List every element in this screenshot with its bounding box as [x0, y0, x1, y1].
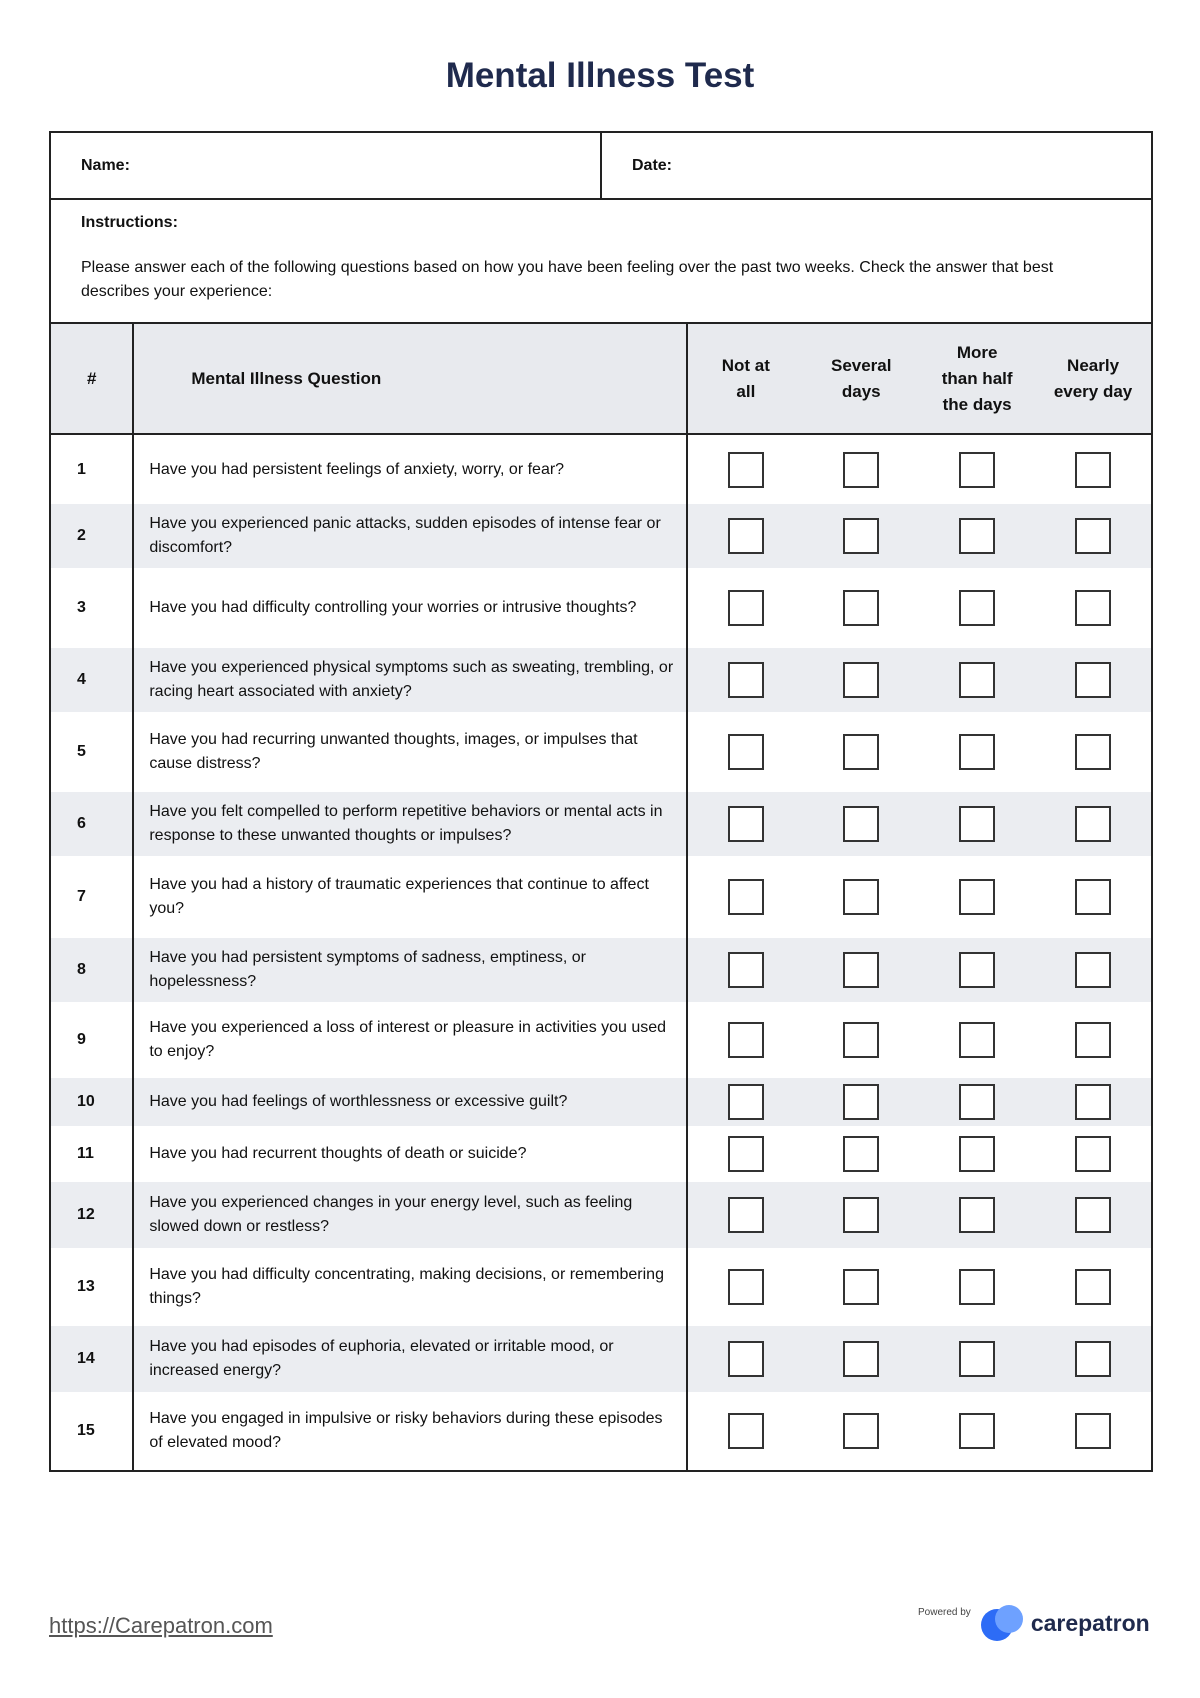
answer-checkbox[interactable]: [959, 1269, 995, 1305]
option-cell: [919, 434, 1035, 504]
table-body: [51, 434, 1151, 1470]
table-row: [51, 1126, 1151, 1182]
brand-name: carepatron: [1030, 1609, 1150, 1636]
question-text: Have you had persistent feelings of anxiety, worry, or fear?: [133, 434, 687, 504]
option-cell: [919, 1126, 1035, 1182]
answer-checkbox[interactable]: [843, 1413, 879, 1449]
option-cell: [919, 504, 1035, 568]
answer-checkbox[interactable]: [1075, 1413, 1111, 1449]
answer-checkbox[interactable]: [1075, 1269, 1111, 1305]
question-header: Mental Illness Question: [133, 324, 687, 434]
option-cell: [1035, 648, 1151, 712]
answer-checkbox[interactable]: [959, 1341, 995, 1377]
option-cell: [803, 1248, 919, 1326]
answer-checkbox[interactable]: [728, 734, 764, 770]
question-number: 11: [51, 1126, 133, 1182]
answer-checkbox[interactable]: [728, 1084, 764, 1120]
answer-checkbox[interactable]: [843, 1084, 879, 1120]
option-header-line: Not at: [721, 355, 770, 375]
option-cell: [687, 434, 803, 504]
instructions-text: Please answer each of the following questions based on how you have been feeling over the past two weeks. Check the answer that best describes your experience:: [81, 259, 1054, 300]
option-header: [687, 324, 803, 434]
answer-checkbox[interactable]: [843, 1022, 879, 1058]
answer-checkbox[interactable]: [843, 1136, 879, 1172]
option-cell: [687, 568, 803, 648]
instructions-heading: Instructions:: [81, 214, 178, 231]
option-cell: [803, 568, 919, 648]
option-cell: [687, 1002, 803, 1078]
table-row: [51, 1392, 1151, 1470]
answer-checkbox[interactable]: [843, 879, 879, 915]
answer-checkbox[interactable]: [1075, 452, 1111, 488]
option-cell: [919, 1248, 1035, 1326]
answer-checkbox[interactable]: [959, 1136, 995, 1172]
question-number: 8: [51, 938, 133, 1002]
question-text: Have you had recurring unwanted thoughts, images, or impulses that cause distress?: [133, 712, 687, 792]
option-cell: [803, 1126, 919, 1182]
answer-checkbox[interactable]: [728, 518, 764, 554]
answer-checkbox[interactable]: [959, 518, 995, 554]
question-text: Have you had a history of traumatic experiences that continue to affect you?: [133, 856, 687, 938]
option-header-line: than half: [941, 368, 1013, 388]
question-text: Have you had persistent symptoms of sadness, emptiness, or hopelessness?: [133, 938, 687, 1002]
option-cell: [1035, 504, 1151, 568]
option-header-line: More: [956, 342, 998, 362]
answer-checkbox[interactable]: [959, 1413, 995, 1449]
table-header-row: [51, 324, 1151, 434]
option-cell: [1035, 1078, 1151, 1126]
answer-checkbox[interactable]: [959, 952, 995, 988]
question-number: 13: [51, 1248, 133, 1326]
question-number: 4: [51, 648, 133, 712]
question-text: Have you had recurrent thoughts of death or suicide?: [133, 1126, 687, 1182]
name-label: Name:: [81, 156, 130, 174]
option-cell: [687, 938, 803, 1002]
page-title: Mental Illness Test: [445, 56, 755, 95]
answer-checkbox[interactable]: [843, 1341, 879, 1377]
answer-checkbox[interactable]: [959, 879, 995, 915]
option-cell: [1035, 1002, 1151, 1078]
question-number: 9: [51, 1002, 133, 1078]
answer-checkbox[interactable]: [843, 952, 879, 988]
answer-checkbox[interactable]: [1075, 879, 1111, 915]
answer-checkbox[interactable]: [843, 518, 879, 554]
table-row: [51, 938, 1151, 1002]
table-row: [51, 1326, 1151, 1392]
option-cell: [803, 1078, 919, 1126]
answer-checkbox[interactable]: [1075, 952, 1111, 988]
answer-checkbox[interactable]: [959, 1197, 995, 1233]
question-number: 7: [51, 856, 133, 938]
option-cell: [919, 938, 1035, 1002]
option-cell: [919, 648, 1035, 712]
answer-checkbox[interactable]: [843, 1197, 879, 1233]
option-cell: [1035, 568, 1151, 648]
answer-checkbox[interactable]: [1075, 590, 1111, 626]
question-text: Have you had difficulty concentrating, making decisions, or remembering things?: [133, 1248, 687, 1326]
question-text: Have you experienced changes in your energy level, such as feeling slowed down or restless?: [133, 1182, 687, 1248]
powered-by-label: Powered by: [918, 1607, 971, 1618]
option-cell: [919, 712, 1035, 792]
option-cell: [803, 504, 919, 568]
option-cell: [919, 568, 1035, 648]
assessment-form: [49, 131, 1153, 1472]
option-cell: [919, 1078, 1035, 1126]
answer-checkbox[interactable]: [1075, 1341, 1111, 1377]
date-label: Date:: [632, 156, 673, 174]
question-text: Have you had feelings of worthlessness or excessive guilt?: [133, 1078, 687, 1126]
option-cell: [1035, 1392, 1151, 1470]
option-header-line: Several: [830, 355, 892, 375]
option-cell: [1035, 434, 1151, 504]
answer-checkbox[interactable]: [959, 1084, 995, 1120]
instructions-section: [51, 200, 1151, 324]
question-table: [51, 324, 1151, 1470]
answer-checkbox[interactable]: [959, 452, 995, 488]
table-row: [51, 792, 1151, 856]
option-cell: [687, 856, 803, 938]
question-text: Have you experienced physical symptoms such as sweating, trembling, or racing heart associated with anxiety?: [133, 648, 687, 712]
answer-checkbox[interactable]: [959, 590, 995, 626]
option-cell: [1035, 938, 1151, 1002]
option-cell: [1035, 712, 1151, 792]
answer-checkbox[interactable]: [843, 590, 879, 626]
question-number: 5: [51, 712, 133, 792]
answer-checkbox[interactable]: [843, 1269, 879, 1305]
question-number: 1: [51, 434, 133, 504]
option-cell: [919, 1002, 1035, 1078]
answer-checkbox[interactable]: [728, 1341, 764, 1377]
table-row: [51, 712, 1151, 792]
question-text: Have you had difficulty controlling your worries or intrusive thoughts?: [133, 568, 687, 648]
answer-checkbox[interactable]: [959, 662, 995, 698]
answer-checkbox[interactable]: [728, 879, 764, 915]
answer-checkbox[interactable]: [1075, 1136, 1111, 1172]
option-cell: [1035, 792, 1151, 856]
question-number: 14: [51, 1326, 133, 1392]
option-cell: [803, 938, 919, 1002]
question-number: 6: [51, 792, 133, 856]
option-cell: [1035, 1248, 1151, 1326]
answer-checkbox[interactable]: [1075, 518, 1111, 554]
option-cell: [803, 856, 919, 938]
option-cell: [687, 1126, 803, 1182]
answer-checkbox[interactable]: [843, 734, 879, 770]
answer-checkbox[interactable]: [959, 1022, 995, 1058]
answer-checkbox[interactable]: [728, 590, 764, 626]
table-row: [51, 568, 1151, 648]
option-cell: [687, 1392, 803, 1470]
answer-checkbox[interactable]: [1075, 734, 1111, 770]
option-cell: [803, 1326, 919, 1392]
question-number: 12: [51, 1182, 133, 1248]
option-cell: [919, 1392, 1035, 1470]
option-header-line: the days: [942, 394, 1012, 414]
option-cell: [687, 712, 803, 792]
number-header: #: [51, 324, 133, 434]
answer-checkbox[interactable]: [728, 1022, 764, 1058]
table-row: [51, 1078, 1151, 1126]
answer-checkbox[interactable]: [1075, 662, 1111, 698]
answer-checkbox[interactable]: [843, 662, 879, 698]
question-text: Have you had episodes of euphoria, elevated or irritable mood, or increased energy?: [133, 1326, 687, 1392]
option-cell: [919, 1182, 1035, 1248]
question-text: Have you experienced panic attacks, sudden episodes of intense fear or discomfort?: [133, 504, 687, 568]
option-cell: [687, 1182, 803, 1248]
question-text: Have you experienced a loss of interest or pleasure in activities you used to enjoy?: [133, 1002, 687, 1078]
question-text: Have you felt compelled to perform repetitive behaviors or mental acts in response to these unwanted thoughts or impulses?: [133, 792, 687, 856]
option-header-line: every day: [1053, 381, 1133, 401]
table-row: [51, 1002, 1151, 1078]
answer-checkbox[interactable]: [959, 806, 995, 842]
table-row: [51, 1182, 1151, 1248]
answer-checkbox[interactable]: [1075, 1197, 1111, 1233]
answer-checkbox[interactable]: [728, 452, 764, 488]
info-row: [51, 133, 1151, 200]
answer-checkbox[interactable]: [843, 806, 879, 842]
option-cell: [803, 792, 919, 856]
option-cell: [919, 1326, 1035, 1392]
answer-checkbox[interactable]: [1075, 806, 1111, 842]
option-cell: [919, 856, 1035, 938]
option-cell: [1035, 1126, 1151, 1182]
option-cell: [803, 434, 919, 504]
option-cell: [803, 648, 919, 712]
question-number: 10: [51, 1078, 133, 1126]
name-field[interactable]: [51, 133, 600, 198]
option-cell: [803, 1182, 919, 1248]
table-row: [51, 856, 1151, 938]
option-cell: [1035, 1182, 1151, 1248]
answer-checkbox[interactable]: [959, 734, 995, 770]
table-row: [51, 504, 1151, 568]
option-cell: [803, 1392, 919, 1470]
brand-logo: [918, 1603, 1150, 1643]
option-cell: [687, 1326, 803, 1392]
question-number: 2: [51, 504, 133, 568]
question-number: 3: [51, 568, 133, 648]
option-cell: [687, 648, 803, 712]
answer-checkbox[interactable]: [728, 1197, 764, 1233]
option-cell: [687, 504, 803, 568]
option-cell: [919, 792, 1035, 856]
option-header-line: Nearly: [1067, 355, 1120, 375]
option-header: [803, 324, 919, 434]
answer-checkbox[interactable]: [728, 806, 764, 842]
table-row: [51, 648, 1151, 712]
answer-checkbox[interactable]: [1075, 1022, 1111, 1058]
option-header-line: days: [841, 381, 881, 401]
question-number: 15: [51, 1392, 133, 1470]
answer-checkbox[interactable]: [728, 1136, 764, 1172]
option-cell: [1035, 1326, 1151, 1392]
carepatron-logo-icon: [981, 1605, 1025, 1641]
answer-checkbox[interactable]: [843, 452, 879, 488]
question-text: Have you engaged in impulsive or risky behaviors during these episodes of elevated mood?: [133, 1392, 687, 1470]
website-link[interactable]: https://Carepatron.com: [49, 1613, 273, 1638]
option-cell: [687, 1078, 803, 1126]
table-row: [51, 434, 1151, 504]
option-cell: [803, 1002, 919, 1078]
option-header: [919, 324, 1035, 434]
table-row: [51, 1248, 1151, 1326]
option-header: [1035, 324, 1151, 434]
option-header-line: all: [736, 381, 756, 401]
option-cell: [687, 792, 803, 856]
answer-checkbox[interactable]: [728, 1269, 764, 1305]
option-cell: [803, 712, 919, 792]
answer-checkbox[interactable]: [1075, 1084, 1111, 1120]
date-field[interactable]: [600, 133, 1151, 198]
answer-checkbox[interactable]: [728, 662, 764, 698]
answer-checkbox[interactable]: [728, 952, 764, 988]
answer-checkbox[interactable]: [728, 1413, 764, 1449]
option-cell: [687, 1248, 803, 1326]
option-cell: [1035, 856, 1151, 938]
